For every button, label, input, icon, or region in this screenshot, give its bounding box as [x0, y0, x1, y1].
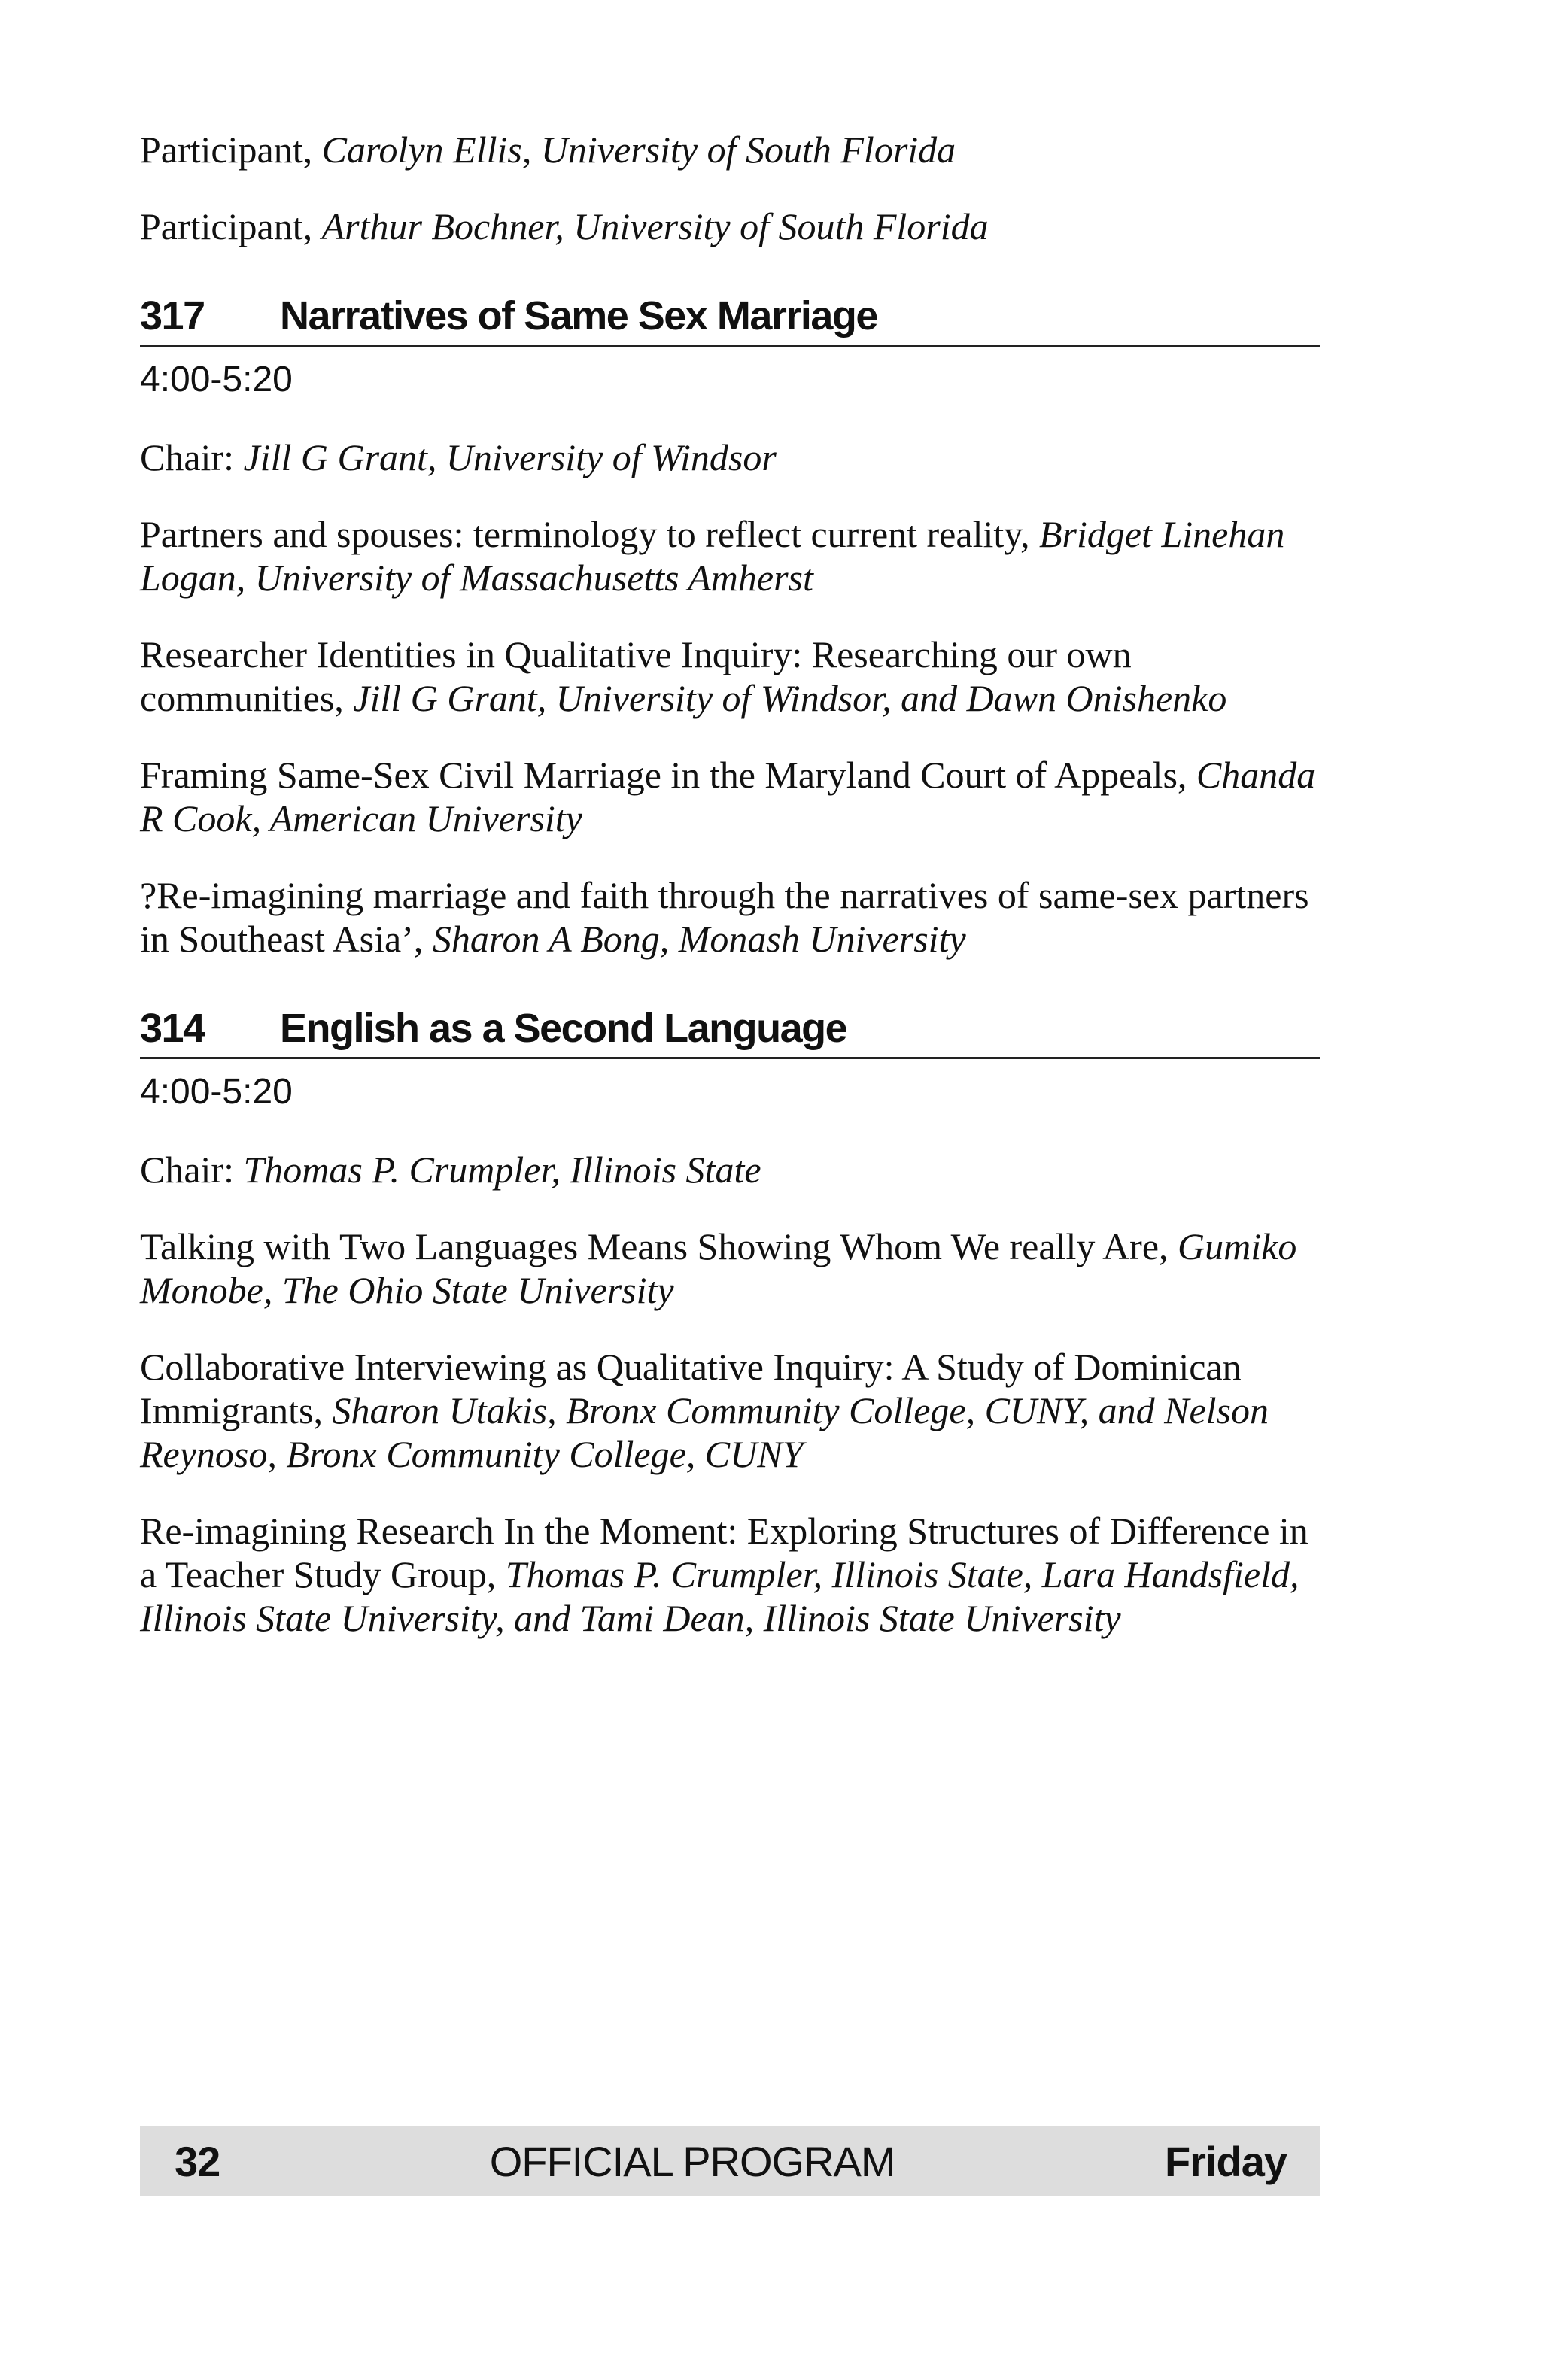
author-credit: Gumiko Monobe, The Ohio State University — [140, 1225, 1297, 1311]
paper-title: Researcher Identities in Qualitative Inquiry: Researching our own communities, — [140, 633, 1132, 719]
author-credit: Jill G Grant, University of Windsor, and Dawn Onishenko — [353, 677, 1227, 719]
session-time: 4:00-5:20 — [140, 1072, 293, 1112]
footer-day: Friday — [1164, 2137, 1287, 2185]
author-credit: Jill G Grant, University of Windsor — [243, 436, 777, 478]
paper-title: Framing Same-Sex Civil Marriage in the Maryland Court of Appeals, — [140, 754, 1196, 796]
footer-title: OFFICIAL PROGRAM — [489, 2137, 895, 2185]
paper-entry — [140, 633, 1320, 720]
author-credit: Sharon Utakis, Bronx Community College, CUNY, and Nelson Reynoso, Bronx Community College, CUNY — [140, 1389, 1269, 1475]
paper-entry — [140, 1345, 1320, 1476]
session-time: 4:00-5:20 — [140, 360, 293, 399]
paper-entry — [140, 1509, 1320, 1640]
chair-entry: Chair: Thomas P. Crumpler, Illinois State — [140, 1149, 761, 1191]
session-title: English as a Second Language — [280, 1006, 847, 1051]
intro-block — [140, 128, 1320, 248]
participant-name: Carolyn Ellis, University of South Florida — [321, 129, 956, 171]
participant-entry: Participant, Carolyn Ellis, University of South Florida — [140, 129, 956, 171]
session-317 — [140, 292, 1320, 961]
paper-title: Partners and spouses: terminology to reflect current reality, — [140, 513, 1039, 555]
paper-title: ?Re-imagining marriage and faith through the narratives of same-sex partners in Southeast Asia’, — [140, 874, 1309, 960]
author-credit: Chanda R Cook, American University — [140, 754, 1316, 839]
session-heading — [140, 1004, 1320, 1059]
session-number: 314 — [140, 1006, 205, 1051]
author-credit: Sharon A Bong, Monash University — [432, 918, 966, 960]
paper-entry — [140, 512, 1320, 600]
paper-entry — [140, 1225, 1320, 1312]
author-credit: Thomas P. Crumpler, Illinois State — [243, 1149, 761, 1191]
session-heading — [140, 292, 1320, 347]
session-314 — [140, 1004, 1320, 1640]
author-credit: Bridget Linehan Logan, University of Massachusetts Amherst — [140, 513, 1285, 599]
paper-entry — [140, 753, 1320, 840]
session-title: Narratives of Same Sex Marriage — [280, 293, 877, 338]
page-footer — [140, 2126, 1320, 2196]
program-page — [140, 128, 1320, 1673]
participant-name: Arthur Bochner, University of South Florida — [321, 205, 989, 247]
author-credit: Thomas P. Crumpler, Illinois State, Lara Handsfield, Illinois State University, and Tami Dean, Illinois State University — [140, 1553, 1299, 1639]
paper-title: Talking with Two Languages Means Showing Whom We really Are, — [140, 1225, 1178, 1267]
paper-title: Re-imagining Research In the Moment: Exploring Structures of Difference in a Teacher Study Group, — [140, 1510, 1308, 1595]
participant-entry: Participant, Arthur Bochner, University of South Florida — [140, 205, 989, 247]
page-number: 32 — [175, 2137, 220, 2185]
paper-title: Collaborative Interviewing as Qualitative Inquiry: A Study of Dominican Immigrants, — [140, 1346, 1242, 1431]
paper-entry — [140, 873, 1320, 961]
session-number: 317 — [140, 293, 205, 338]
chair-entry: Chair: Jill G Grant, University of Windsor — [140, 436, 777, 478]
